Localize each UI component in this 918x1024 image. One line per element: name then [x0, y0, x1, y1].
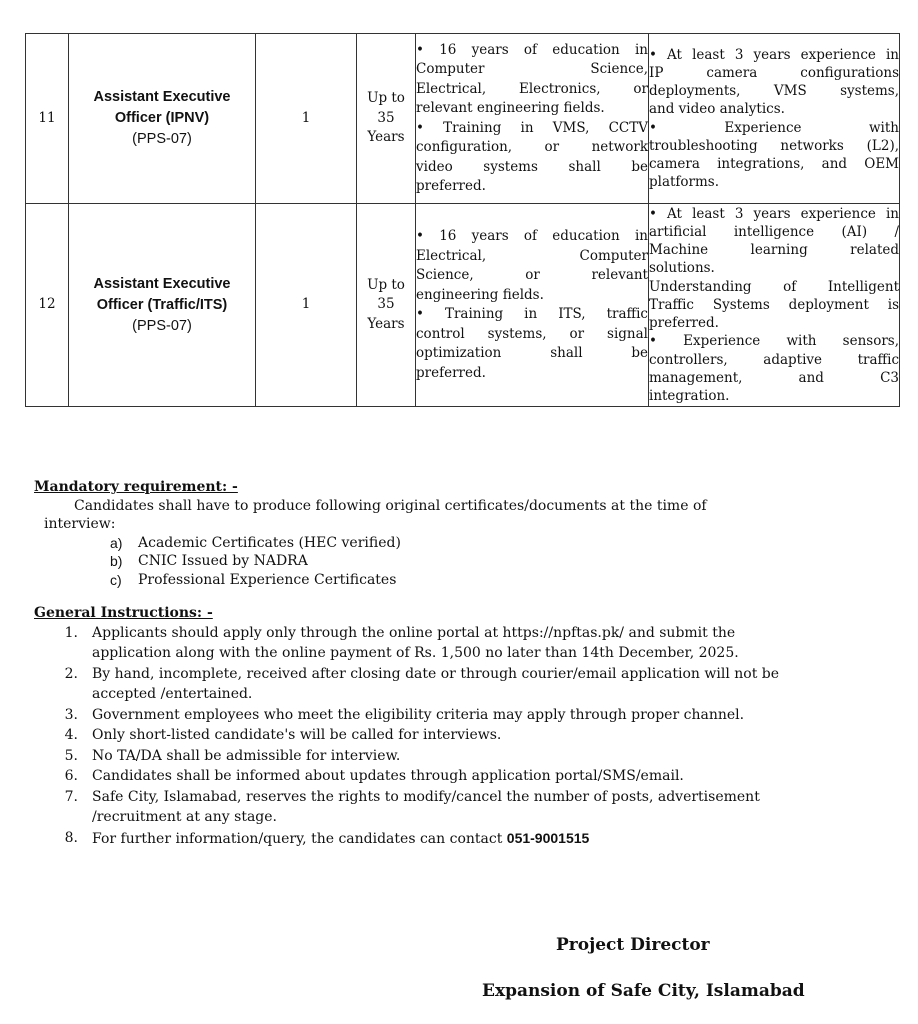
- signatory-designation: Project Director: [556, 935, 710, 955]
- post-scale: (PPS-07): [132, 131, 192, 147]
- list-marker: 2.: [64, 665, 78, 682]
- list-marker: 1.: [64, 624, 78, 641]
- list-marker: 4.: [64, 727, 78, 743]
- instruction-item: [48, 828, 834, 850]
- experience-line: artificial intelligence (AI) /: [649, 224, 899, 241]
- instruction-line: Safe City, Islamabad, reserves the rights to modify/cancel the number of posts, advertisement: [92, 788, 760, 805]
- instruction-line: Candidates shall be informed about updates through application portal/SMS/email.: [92, 768, 684, 784]
- post-row: [26, 204, 900, 407]
- mandatory-heading: Mandatory requirement: -: [34, 479, 238, 495]
- general-instructions-section: [34, 604, 834, 849]
- education-line: • 16 years of education in: [416, 41, 648, 58]
- experience-line: IP camera configurations: [649, 64, 899, 81]
- post-name-cell: [69, 34, 256, 204]
- list-item-text: CNIC Issued by NADRA: [138, 553, 308, 569]
- education-line: configuration, or network: [416, 139, 648, 155]
- instruction-line: /recruitment at any stage.: [92, 809, 278, 825]
- instruction-line: application along with the online payment of Rs. 1,500 no later than 14th December, 2025.: [92, 645, 739, 661]
- signatory-organization: Expansion of Safe City, Islamabad: [482, 981, 805, 1001]
- experience-line: platforms.: [649, 174, 720, 191]
- serial-number-cell: 11: [26, 34, 69, 204]
- experience-cell: [649, 204, 900, 407]
- instruction-item: [48, 746, 834, 767]
- instruction-line: accepted /entertained.: [92, 686, 253, 702]
- instruction-line: No TA/DA shall be admissible for interview.: [92, 747, 401, 764]
- age-limit-line: Years: [367, 129, 405, 146]
- education-line: • Training in ITS, traffic: [416, 306, 648, 322]
- list-item-text: Professional Experience Certificates: [138, 571, 397, 588]
- education-line: • 16 years of education in: [416, 228, 648, 244]
- instruction-item: [48, 705, 834, 726]
- instruction-item: [48, 664, 834, 705]
- post-title: Assistant Executive Officer (IPNV): [93, 89, 231, 126]
- instruction-item: [48, 623, 834, 664]
- education-cell: [416, 204, 649, 407]
- age-limit-cell: [357, 204, 416, 407]
- posts-table: [25, 33, 900, 407]
- education-line: relevant engineering fields.: [416, 100, 605, 116]
- experience-line: • At least 3 years experience in: [649, 205, 899, 222]
- number-of-posts-cell: 1: [256, 34, 357, 204]
- experience-line: Traffic Systems deployment is: [649, 296, 899, 313]
- experience-line: integration.: [649, 387, 730, 404]
- post-title: Assistant Executive Officer (Traffic/ITS): [93, 275, 231, 313]
- age-limit-line: Up to: [367, 90, 405, 107]
- instruction-text: [92, 787, 822, 828]
- general-instructions-heading: General Instructions: -: [34, 605, 213, 621]
- mandatory-list-item: [110, 534, 794, 553]
- experience-line: camera integrations, and OEM: [649, 155, 899, 172]
- education-line: preferred.: [416, 364, 486, 381]
- age-limit-line: Up to: [367, 276, 405, 293]
- education-line: Electrical, Electronics, or: [416, 80, 648, 97]
- age-limit-line: 35: [377, 109, 395, 126]
- instruction-text: [92, 705, 822, 726]
- instruction-line: For further information/query, the candidates can contact: [92, 830, 503, 847]
- experience-line: management, and C3: [649, 369, 899, 386]
- education-line: Science, or relevant: [416, 267, 648, 283]
- post-scale: (PPS-07): [132, 317, 192, 334]
- education-line: Computer Science,: [416, 61, 648, 77]
- education-line: • Training in VMS, CCTV: [416, 119, 648, 136]
- experience-cell: [649, 34, 900, 204]
- mandatory-section: [34, 478, 794, 589]
- education-line: video systems shall be: [416, 158, 648, 175]
- mandatory-list-item: [110, 552, 794, 571]
- experience-line: • Experience with: [649, 119, 899, 136]
- instruction-line: Only short-listed candidate's will be called for interviews.: [92, 727, 502, 743]
- mandatory-list-item: [110, 571, 794, 590]
- experience-line: preferred.: [649, 315, 719, 332]
- list-marker: c): [110, 571, 122, 588]
- experience-line: deployments, VMS systems,: [649, 83, 899, 100]
- instruction-text: [92, 766, 822, 787]
- list-marker: b): [110, 553, 123, 569]
- list-marker: 6.: [64, 768, 78, 784]
- experience-line: • Experience with sensors,: [649, 333, 899, 350]
- education-line: control systems, or signal: [416, 325, 648, 342]
- education-line: optimization shall be: [416, 345, 648, 361]
- experience-line: and video analytics.: [649, 101, 785, 118]
- instruction-text: [92, 623, 822, 664]
- experience-line: Machine learning related: [649, 242, 899, 259]
- general-instructions-list: [34, 623, 834, 850]
- list-marker: 8.: [64, 829, 78, 846]
- experience-line: Understanding of Intelligent: [649, 278, 899, 295]
- age-limit-line: Years: [367, 315, 405, 332]
- mandatory-intro-line2: interview:: [44, 516, 116, 532]
- education-line: preferred.: [416, 178, 486, 194]
- instruction-line: Government employees who meet the eligibility criteria may apply through proper channel.: [92, 706, 745, 723]
- list-marker: 7.: [64, 788, 78, 805]
- education-line: engineering fields.: [416, 286, 544, 303]
- post-name-cell: [69, 204, 256, 407]
- post-row: [26, 34, 900, 204]
- instruction-text: [92, 828, 822, 850]
- instruction-item: [48, 766, 834, 787]
- experience-line: • At least 3 years experience in: [649, 46, 899, 63]
- instruction-text: [92, 725, 822, 746]
- list-marker: a): [110, 534, 123, 551]
- instruction-item: [48, 725, 834, 746]
- instruction-line: Applicants should apply only through the online portal at https://npftas.pk/ and submit the: [92, 624, 736, 641]
- experience-line: troubleshooting networks (L2),: [649, 137, 899, 154]
- instruction-text: [92, 664, 822, 705]
- posts-table-body: [26, 34, 900, 407]
- mandatory-intro-line1: Candidates shall have to produce following original certificates/documents at the time of: [74, 497, 707, 514]
- education-cell: [416, 34, 649, 204]
- age-limit-line: 35: [377, 296, 395, 313]
- age-limit-cell: [357, 34, 416, 204]
- experience-line: solutions.: [649, 260, 715, 277]
- contact-phone-number: 051-9001515: [506, 829, 590, 846]
- education-line: Electrical, Computer: [416, 247, 648, 264]
- mandatory-list: [34, 534, 794, 590]
- list-marker: 5.: [64, 747, 78, 764]
- list-item-text: Academic Certificates (HEC verified): [138, 534, 401, 551]
- instruction-line: By hand, incomplete, received after closing date or through courier/email application will not be: [92, 665, 780, 682]
- instruction-text: [92, 746, 822, 767]
- serial-number-cell: 12: [26, 204, 69, 407]
- number-of-posts-cell: 1: [256, 204, 357, 407]
- list-marker: 3.: [64, 706, 78, 723]
- experience-line: controllers, adaptive traffic: [649, 351, 899, 368]
- instruction-item: [48, 787, 834, 828]
